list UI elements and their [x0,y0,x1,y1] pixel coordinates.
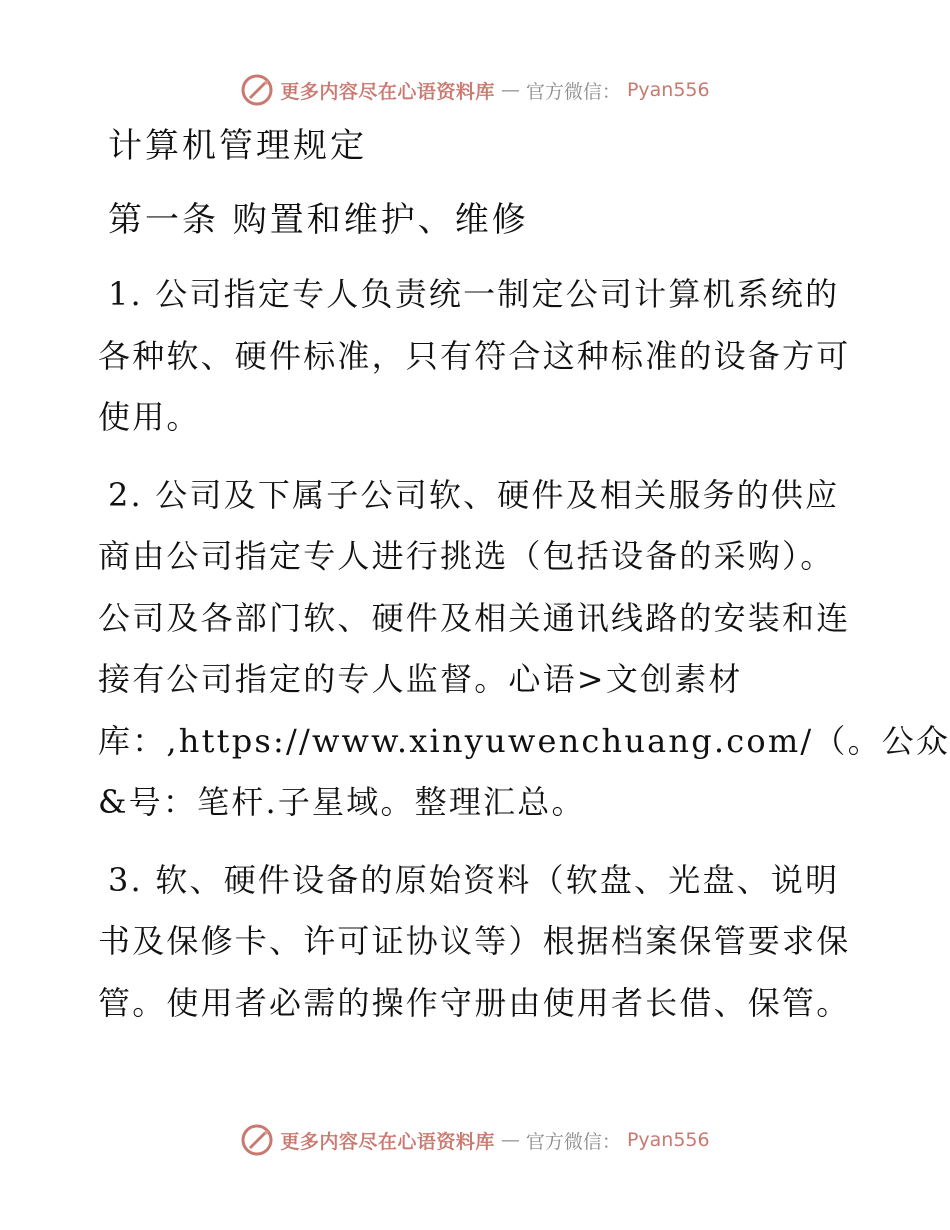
paragraph-line: 2. 公司及下属子公司软、硬件及相关服务的供应 [108,475,840,514]
banner-wechat-id: Pyan556 [626,79,710,101]
paragraph-2 [98,465,950,834]
quill-logo-icon [240,73,274,107]
document-title: 计算机管理规定 [108,126,367,166]
paragraph-line: 公司及各部门软、硬件及相关通讯线路的安装和连 [98,598,851,637]
banner-wechat-label: 官方微信： [525,1130,621,1153]
banner-wechat-id: Pyan556 [626,1129,710,1151]
paragraph-1 [98,264,858,449]
document-body [98,118,950,1050]
paragraph-line: 商由公司指定专人进行挑选（包括设备的采购）。 [98,537,835,575]
footer-watermark-banner [0,1120,950,1160]
paragraph-line: 管。使用者必需的操作守册由使用者长借、保管。 [98,983,851,1022]
paragraph-line: &号：笔杆.子星域。整理汇总。 [98,783,586,821]
banner-separator: — [500,1129,520,1151]
banner-main-text: 更多内容尽在心语资料库 [280,1130,495,1153]
banner-wechat-label: 官方微信： [525,80,621,103]
paragraph-line: 各种软、硬件标准，只有符合这种标准的设备方可 [98,336,851,375]
quill-logo-icon [240,1123,274,1157]
header-watermark-banner [0,70,950,110]
paragraph-line: 库：,https://www.xinyuwenchuang.com/（。公众 [98,721,950,760]
paragraph-3 [98,850,858,1035]
paragraph-line: 1. 公司指定专人负责统一制定公司计算机系统的 [108,275,840,313]
paragraph-line: 接有公司指定的专人监督。心语>文创素材 [98,660,743,698]
banner-main-text: 更多内容尽在心语资料库 [280,80,495,103]
banner-separator: — [500,79,520,101]
section-heading: 第一条 购置和维护、维修 [108,200,529,240]
paragraph-line: 使用。 [98,398,201,436]
paragraph-line: 3. 软、硬件设备的原始资料（软盘、光盘、说明 [108,860,840,899]
paragraph-line: 书及保修卡、许可证协议等）根据档案保管要求保 [98,922,851,960]
